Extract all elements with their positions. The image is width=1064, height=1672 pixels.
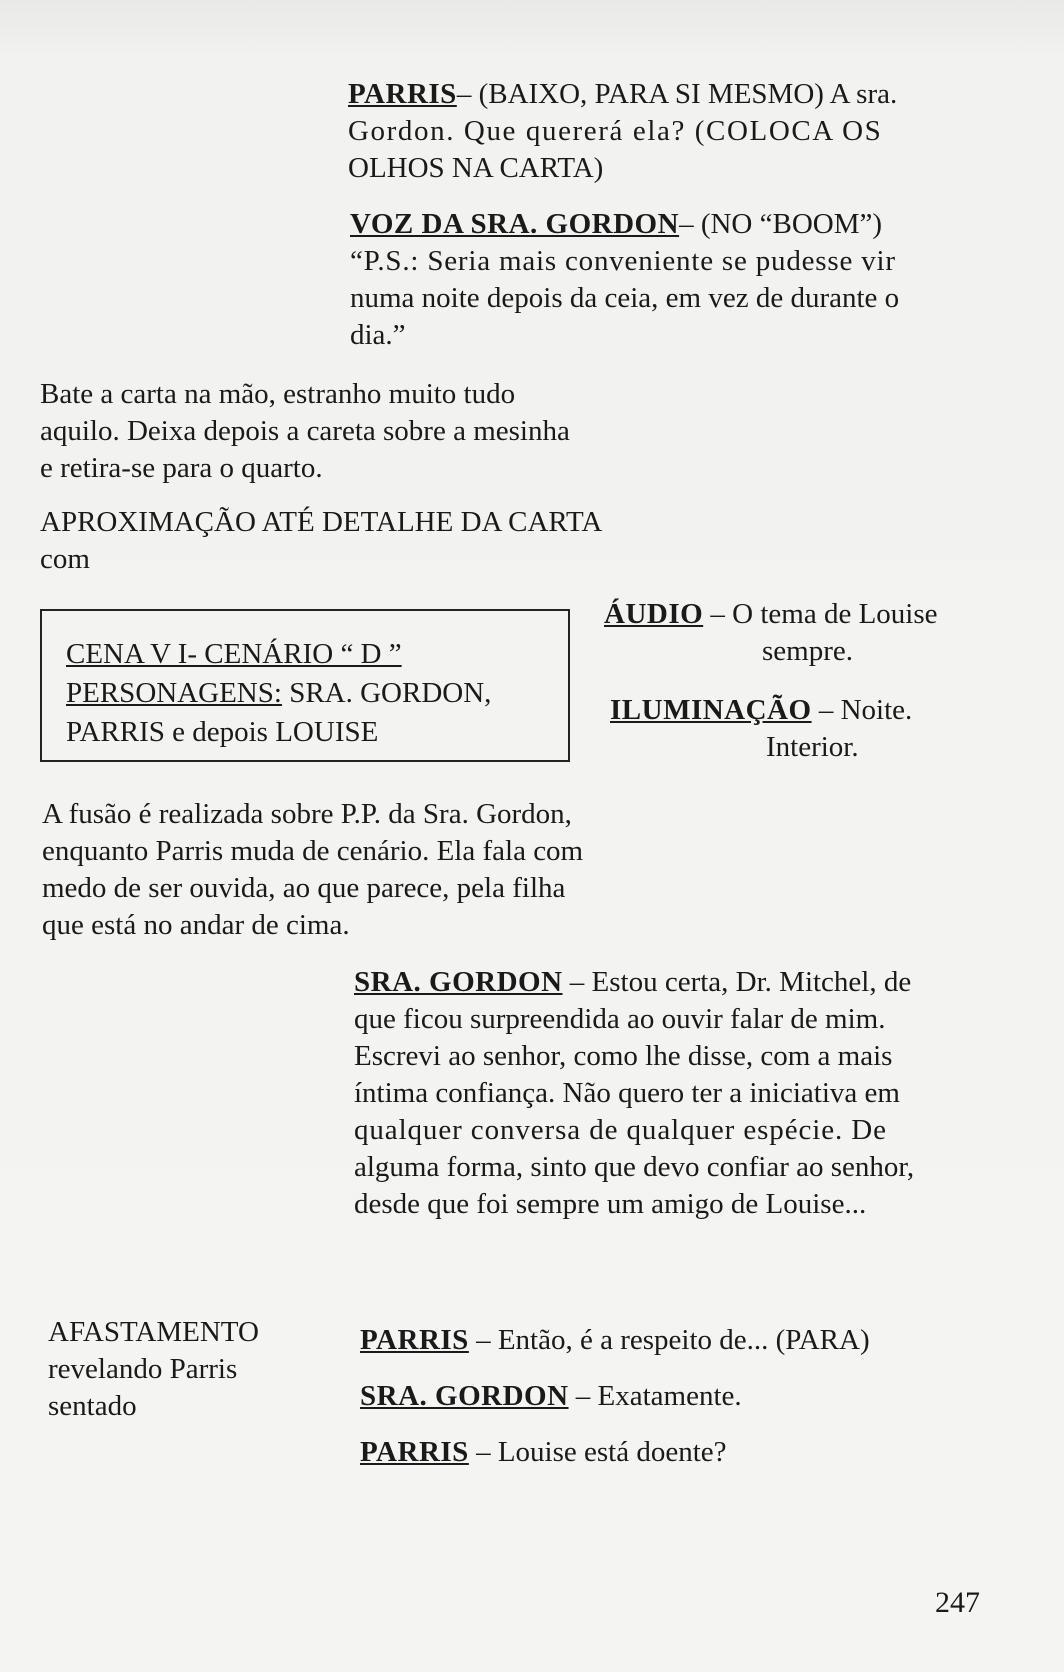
dialogue-line: – Exatamente.	[568, 1380, 742, 1412]
stage-direction-1	[40, 376, 660, 487]
lighting-label: ILUMINAÇÃO	[610, 694, 812, 726]
dialogue-voz-gordon	[350, 206, 978, 354]
audio-note	[604, 596, 984, 670]
dialogue-line: dia.”	[350, 319, 406, 351]
dialogue-line: íntima confiança. Não quero ter a iniciativa em	[354, 1077, 900, 1109]
dialogue-gordon-1	[354, 964, 984, 1223]
dialogue-line: – Estou certa, Dr. Mitchel, de	[562, 966, 912, 998]
dialogue-parris-2	[360, 1322, 980, 1359]
direction-line: enquanto Parris muda de cenário. Ela fala com	[42, 835, 584, 867]
direction-line: sentado	[48, 1390, 137, 1422]
personagens-list: SRA. GORDON,	[281, 677, 492, 709]
lighting-note	[610, 692, 990, 766]
direction-line: revelando Parris	[48, 1353, 238, 1385]
dialogue-line: desde que foi sempre um amigo de Louise...	[354, 1188, 867, 1220]
direction-line: e retira-se para o quarto.	[40, 452, 323, 484]
direction-line: APROXIMAÇÃO ATÉ DETALHE DA CARTA	[40, 506, 603, 538]
dialogue-line: – (BAIXO, PARA SI MESMO) A sra.	[456, 78, 898, 110]
direction-line: AFASTAMENTO	[48, 1316, 259, 1348]
speaker-name: SRA. GORDON	[354, 966, 563, 998]
personagens-label: PERSONAGENS:	[66, 677, 282, 709]
direction-line: aquilo. Deixa depois a careta sobre a mesinha	[40, 415, 570, 447]
speaker-name: SRA. GORDON	[360, 1380, 569, 1412]
personagens-list: PARRIS e depois LOUISE	[66, 716, 379, 748]
direction-line: medo de ser ouvida, ao que parece, pela filha	[42, 872, 566, 904]
camera-direction	[40, 504, 720, 578]
direction-line: com	[40, 543, 90, 575]
dialogue-gordon-2	[360, 1378, 980, 1415]
dialogue-line: – Louise está doente?	[468, 1436, 727, 1468]
dialogue-line: “P.S.: Seria mais conveniente se pudesse vir	[350, 245, 896, 277]
speaker-name: PARRIS	[360, 1436, 469, 1468]
dialogue-parris-3	[360, 1434, 980, 1471]
audio-text: sempre.	[762, 635, 853, 667]
dialogue-line: alguma forma, sinto que devo confiar ao senhor,	[354, 1151, 915, 1183]
speaker-name: PARRIS	[360, 1324, 469, 1356]
audio-label: ÁUDIO	[604, 598, 704, 630]
page-number: 247	[935, 1586, 980, 1619]
scene-heading-box	[40, 609, 570, 762]
dialogue-line: – Então, é a respeito de... (PARA)	[468, 1324, 870, 1356]
stage-direction-2	[42, 796, 682, 944]
dialogue-line: qualquer conversa de qualquer espécie. De	[354, 1114, 887, 1146]
speaker-name: PARRIS	[348, 78, 457, 110]
dialogue-line: OLHOS NA CARTA)	[348, 152, 604, 184]
direction-line: A fusão é realizada sobre P.P. da Sra. Gordon,	[42, 798, 572, 830]
speaker-name: VOZ DA SRA. GORDON	[350, 208, 680, 240]
dialogue-line: que ficou surpreendida ao ouvir falar de mim.	[354, 1003, 886, 1035]
direction-line: que está no andar de cima.	[42, 909, 350, 941]
camera-direction-2	[48, 1314, 308, 1425]
dialogue-line: numa noite depois da ceia, em vez de durante o	[350, 282, 900, 314]
lighting-text: – Noite.	[811, 694, 913, 726]
direction-line: Bate a carta na mão, estranho muito tudo	[40, 378, 516, 410]
dialogue-line: – (NO “BOOM”)	[679, 208, 883, 240]
dialogue-line: Gordon. Que quererá ela? (COLOCA OS	[348, 115, 883, 147]
dialogue-parris-1	[348, 76, 972, 187]
scene-title: CENA V I- CENÁRIO “ D ”	[66, 638, 402, 670]
lighting-text: Interior.	[766, 731, 859, 763]
dialogue-line: Escrevi ao senhor, como lhe disse, com a mais	[354, 1040, 893, 1072]
audio-text: – O tema de Louise	[703, 598, 938, 630]
